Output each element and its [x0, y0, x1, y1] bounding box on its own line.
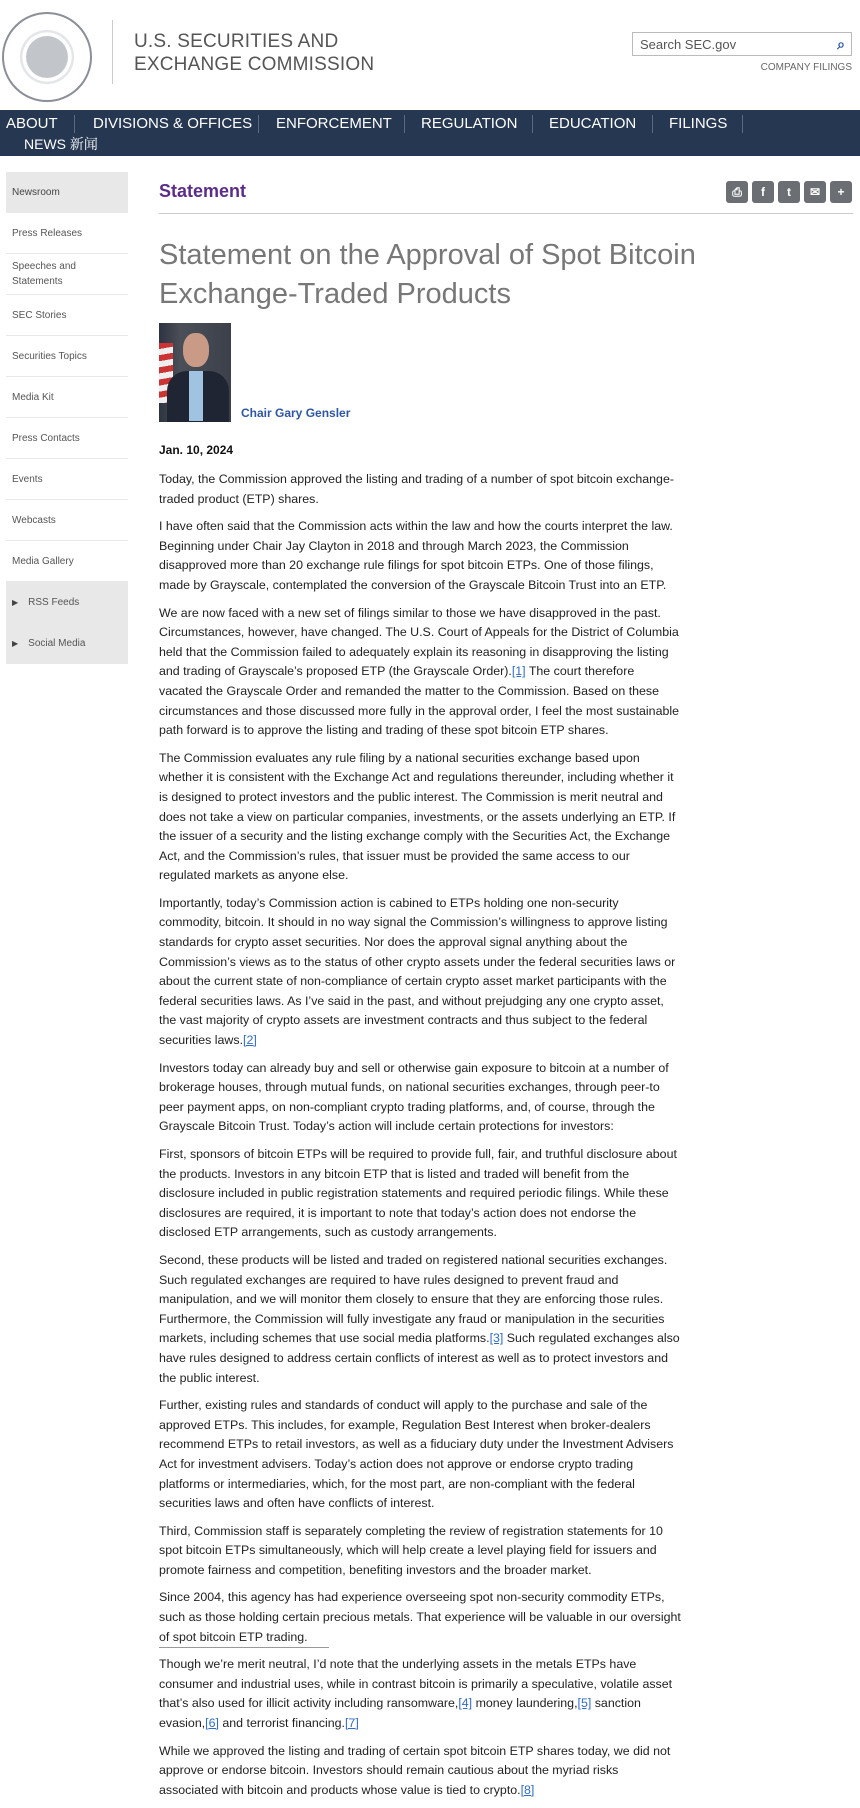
page-title: Statement on the Approval of Spot Bitcoin Exchange-Traded Products — [159, 239, 696, 310]
search-icon[interactable]: ⌕ — [837, 36, 845, 52]
site-header — [0, 0, 860, 110]
footnote-link[interactable]: [2] — [243, 1033, 257, 1048]
divider — [112, 20, 113, 84]
nav-education[interactable]: EDUCATION — [549, 115, 637, 132]
share-toolbar — [726, 181, 852, 203]
paragraph-text: Investors today can already buy and sell or otherwise gain exposure to bitcoin at a number of brokerage houses, through mutual funds, on national securities exchanges, through peer-to peer payment apps, on non-compliant crypto trading platforms, and, of course, through the Grayscale Bitcoin Trust. Today’s action will include certain protections for investors: — [159, 1060, 669, 1134]
sidebar-item-label: Social Media — [28, 638, 86, 649]
paragraph-text: First, sponsors of bitcoin ETPs will be required to provide full, fair, and truthful disclosure about the products. Investors in any bitcoin ETP that is listed and traded will benefit from the disclosure included in public registration statements and required periodic filings. While these disclosures are required, it is important to note that today’s action does not endorse the disclosed ETP arrangements, such as custody arrangements. — [159, 1147, 677, 1240]
footnote-link[interactable]: [3] — [489, 1331, 504, 1346]
paragraph-text: I have often said that the Commission acts within the law and how the courts interpret the law. Beginning under Chair Jay Clayton in 2018 and through March 2023, the Commission disapproved more than 20 exchange rule filings for spot bitcoin ETPs. One of those filings, made by Grayscale, contemplated the conversion of the Grayscale Bitcoin Trust into an ETP. — [159, 519, 673, 592]
footnote-link[interactable]: [6] — [205, 1716, 219, 1731]
footnote-link[interactable]: [8] — [520, 1782, 535, 1797]
article-paragraph — [159, 1396, 681, 1514]
paragraph-text: Importantly, today’s Commission action is cabined to ETPs holding one non-security commodity, bitcoin. It should in no way signal the Commission’s willingness to approve listing standards for crypto asset securities. Nor does the approval signal anything about the Commission’s views as to the status of other crypto assets under the federal securities laws or about the current state of non-compliance of certain crypto asset market participants with the federal securities laws. As I’ve said in the past, and without prejudging any one crypto asset, the vast majority of crypto assets are investment contracts and thus subject to the federal securities laws. — [159, 895, 676, 1048]
author-link[interactable]: Chair Gary Gensler — [241, 406, 351, 420]
sidebar-item-speeches[interactable]: Speeches and Statements — [6, 254, 128, 295]
paragraph-text: We are now faced with a new set of filings similar to those we have disapproved in the past. Circumstances, however, have changed. The U.S. Court of Appeals for the District of Columbia held that the Commission failed to adequately explain its reasoning in disapproving the listing and trading of Grayscale’s proposed ETP (the Grayscale Order). — [159, 605, 679, 679]
search-placeholder: Search SEC.gov — [640, 37, 737, 52]
footnote-divider — [159, 1647, 329, 1648]
nav-about[interactable]: ABOUT — [6, 115, 58, 132]
sec-seal-logo[interactable] — [2, 12, 92, 102]
footnote-link[interactable]: [1] — [511, 664, 526, 679]
section-title: Statement — [159, 181, 247, 201]
nav-separator — [532, 115, 533, 133]
article-paragraph — [159, 894, 681, 1051]
footnote-link[interactable]: [5] — [577, 1696, 592, 1711]
article-paragraph — [159, 1655, 681, 1733]
paragraph-text: Further, existing rules and standards of conduct will apply to the purchase and sale of the approved ETPs. This includes, for example, Regulation Best Interest when broker-dealers recommend ETPs to retail investors, as well as a fiduciary duty under the Investment Advisers Act for investment advisers. Today’s action does not approve or endorse crypto trading platforms or intermediaries, which, for the most part, are non-compliant with the federal securities laws and often have conflicts of interest. — [159, 1398, 674, 1511]
paragraph-text: Second, these products will be listed and traded on registered national securities exchanges. Such regulated exchanges are required to have rules designed to prevent fraud and manipulation, and we will monitor them closely to ensure that they are enforcing those rules. Furthermore, the Commission will fully investigate any fraud or manipulation in the securities markets, including schemes that use social media platforms. — [159, 1252, 668, 1346]
article-paragraph — [159, 604, 681, 741]
paragraph-text: Such regulated exchanges also have rules designed to address certain conflicts of interest as well as to protect investors and the public interest. — [159, 1331, 680, 1385]
agency-line-2: EXCHANGE COMMISSION — [134, 54, 375, 75]
facebook-icon[interactable]: f — [752, 181, 774, 203]
nav-divisions[interactable]: DIVISIONS & OFFICES — [93, 115, 253, 132]
paragraph-text: The court therefore vacated the Grayscale Order and remanded the matter to the Commission. Based on these circumstances and those discussed more fully in the approval order, I feel the most sustainable path forward is to approve the listing and trading of these spot bitcoin ETP shares. — [159, 664, 679, 738]
divider — [159, 213, 853, 214]
main-nav — [0, 110, 860, 156]
sidebar-item-label: RSS Feeds — [28, 597, 80, 608]
paragraph-text: While we approved the listing and trading of certain spot bitcoin ETP shares today, we did not approve or endorse bitcoin. Investors should remain cautious about the myriad risks associated with bitcoin and products whose value is tied to crypto. — [159, 1743, 671, 1797]
publish-date: Jan. 10, 2024 — [159, 443, 234, 457]
sidebar-item-events[interactable]: Events — [6, 459, 128, 500]
nav-filings[interactable]: FILINGS — [669, 115, 728, 132]
search-input[interactable] — [632, 32, 852, 56]
author-photo — [159, 323, 231, 422]
company-filings-link[interactable]: COMPANY FILINGS — [760, 62, 852, 73]
nav-separator — [652, 115, 653, 133]
nav-separator — [404, 115, 405, 133]
nav-news[interactable]: NEWS 新闻 — [24, 136, 98, 152]
sidebar-item-press-releases[interactable]: Press Releases — [6, 213, 128, 254]
footnote-link[interactable]: [7] — [344, 1716, 359, 1731]
sidebar-item-securities-topics[interactable]: Securities Topics — [6, 336, 128, 377]
plus-icon[interactable]: + — [830, 181, 852, 203]
sidebar-item-media-gallery[interactable]: Media Gallery — [6, 541, 128, 582]
paragraph-text: Since 2004, this agency has had experience overseeing spot non-security commodity ETPs, such as those holding certain precious metals. That experience will be valuable in our oversight of spot bitcoin ETP trading. — [159, 1590, 681, 1644]
email-icon[interactable]: ✉ — [804, 181, 826, 203]
sidebar — [6, 172, 128, 664]
sidebar-item-newsroom[interactable]: Newsroom — [6, 172, 128, 213]
article-paragraph — [159, 1145, 681, 1243]
sidebar-item-press-contacts[interactable]: Press Contacts — [6, 418, 128, 459]
article-paragraph — [159, 517, 681, 595]
sidebar-item-media-kit[interactable]: Media Kit — [6, 377, 128, 418]
footnote-link[interactable]: [4] — [458, 1696, 473, 1711]
nav-separator — [74, 115, 75, 133]
article-paragraph — [159, 749, 681, 886]
paragraph-text: money laundering, — [472, 1696, 578, 1711]
nav-separator — [258, 115, 259, 133]
paragraph-text: Today, the Commission approved the listing and trading of a number of spot bitcoin exchange-traded product (ETP) shares. — [159, 472, 674, 506]
article-paragraph — [159, 1522, 681, 1581]
article-paragraph — [159, 470, 681, 509]
print-icon[interactable]: ⎙ — [726, 181, 748, 203]
paragraph-text: sanction evasion, — [159, 1696, 641, 1731]
agency-line-1: U.S. SECURITIES AND — [134, 31, 339, 52]
sidebar-item-sec-stories[interactable]: SEC Stories — [6, 295, 128, 336]
caret-right-icon: ▶ — [12, 639, 19, 648]
sidebar-item-social-media[interactable] — [6, 623, 128, 664]
sidebar-item-rss-feeds[interactable] — [6, 582, 128, 623]
sidebar-item-webcasts[interactable]: Webcasts — [6, 500, 128, 541]
article-paragraph — [159, 1742, 681, 1801]
twitter-icon[interactable]: t — [778, 181, 800, 203]
article-paragraph — [159, 1059, 681, 1137]
article-paragraph — [159, 1251, 681, 1388]
article-body — [159, 470, 681, 1808]
article-paragraph — [159, 1588, 681, 1647]
paragraph-text: Third, Commission staff is separately completing the review of registration statements for 10 spot bitcoin ETPs simultaneously, which will help create a level playing field for issuers and promote fairness and competition, benefiting investors and the broader market. — [159, 1523, 663, 1577]
caret-right-icon: ▶ — [12, 598, 19, 607]
paragraph-text: and terrorist financing. — [218, 1716, 345, 1731]
agency-name[interactable] — [134, 30, 374, 76]
nav-enforcement[interactable]: ENFORCEMENT — [276, 115, 392, 132]
nav-separator — [742, 115, 743, 133]
nav-regulation[interactable]: REGULATION — [421, 115, 518, 132]
paragraph-text: The Commission evaluates any rule filing by a national securities exchange based upon whether it is consistent with the Exchange Act and regulations thereunder, including whether it is designed to protect investors and the public interest. The Commission is merit neutral and does not take a view on particular companies, investments, or the assets underlying an ETP. If the issuer of a security and the listing exchange comply with the Securities Act, the Exchange Act, and the Commission’s rules, that issuer must be provided the same access to our regulated markets as anyone else. — [159, 750, 676, 883]
paragraph-text: Though we’re merit neutral, I’d note that the underlying assets in the metals ETPs have consumer and industrial uses, while in contrast bitcoin is primarily a speculative, volatile asset that’s also used for illicit activity including ransomware, — [159, 1657, 673, 1711]
